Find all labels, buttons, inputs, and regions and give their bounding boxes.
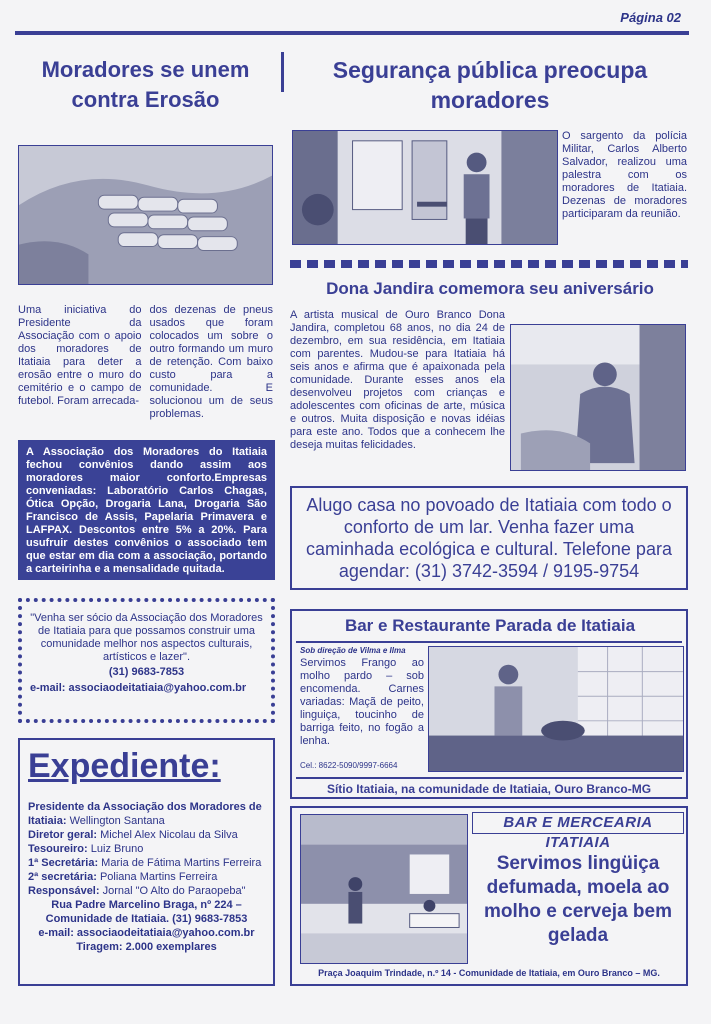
expediente-line [28,842,265,856]
restaurant-phone: Cel.: 8622-5090/9997-6664 [300,761,398,770]
expediente-value: Wellington Santana [66,815,165,827]
house-rent-ad: Alugo casa no povoado de Itatiaia com todo o conforto de um lar. Venha fazer uma caminhada ecológica e cultural. Telefone para agendar: (31) 3742-3594 / 9195-9754 [290,486,688,590]
agreements-box: A Associação dos Moradores do Itatiaia fechou convênios dando assim aos moradores maior conforto.Empresas conveniadas: Laboratório Carlos Chagas, Ótica Opção, Drogaria Lana, Drogaria São Francisco de Assis, Papelaria Primavera e LAFPAX. Descontos entre 5% a 20%. Para usufruir destes convênios o associado tem que estar em dia com a associação, portando a carteirinha e a mensalidade quitada. [18,440,275,580]
restaurant-text: Servimos Frango ao molho pardo – sob encomenda. Carnes variadas: Maçã de peito, linguiça, toucinho de barriga feito, no fogão a lenha. [300,657,424,747]
expediente-label: Tesoureiro: [28,843,88,855]
expediente-label: Responsável: [28,885,100,897]
jandira-article-title: Dona Jandira comemora seu aniversário [326,279,654,298]
page-number: Página 02 [620,10,681,25]
restaurant-title-rule [296,641,682,643]
dashed-separator [290,260,688,268]
expediente-label: 2ª secretária: [28,871,97,883]
jandira-photo [510,324,686,471]
grocery-text: Servimos lingüiça defumada, moela ao molho e cerveja bem gelada [484,853,672,946]
expediente-label: 1ª Secretária: [28,857,99,869]
restaurant-subtitle: Sob direção de Vilma e Ilma [300,646,406,655]
expediente-value: Luiz Bruno [87,843,144,855]
expediente-value: Jornal "O Alto do Paraopeba" [99,885,246,897]
security-photo [292,130,558,245]
security-article-title: Segurança pública preocupa moradores [332,57,648,113]
restaurant-photo [428,646,684,772]
expediente-circulation: Tiragem: 2.000 exemplares [76,941,217,953]
grocery-address: Praça Joaquim Trindade, n.º 14 - Comunidade de Itatiaia, em Ouro Branco – MG. [318,968,660,978]
membership-box [18,598,275,723]
expediente-value: Michel Alex Nicolau da Silva [97,829,238,841]
grocery-photo [300,814,468,964]
expediente-title: Expediente: [28,747,221,785]
expediente-box [18,738,275,986]
restaurant-title: Bar e Restaurante Parada de Itatiaia [344,616,636,635]
restaurant-ad [290,609,688,799]
expediente-line [28,884,265,898]
expediente-email: e-mail: associaodeitatiaia@yahoo.com.br [38,927,255,939]
expediente-address: Rua Padre Marcelino Braga, nº 224 – Comunidade de Itatiaia. (31) 9683-7853 [45,899,248,925]
membership-email: e-mail: associaodeitatiaia@yahoo.com.br [30,682,247,694]
expediente-value: Poliana Martins Ferreira [96,871,218,883]
security-text: O sargento da polícia Militar, Carlos Alberto Salvador, realizou uma palestra com os moradores de Itatiaia. Dezenas de moradores participaram da reunião. [562,130,687,220]
erosion-photo [18,145,273,285]
expediente-line [28,828,265,842]
expediente-label: Presidente da Associação dos Moradores de Itatiaia: [28,801,262,827]
expediente-line [28,856,265,870]
erosion-text-col1: Uma iniciativa do Presidente da Associação com o apoio dos moradores de Itatiaia para deter a erosão entre o muro do cemitério e o campo de futebol. Foram arrecada- [18,304,142,407]
expediente-value: Maria de Fátima Martins Ferreira [98,857,262,869]
grocery-ad [290,806,688,986]
column-divider [281,52,284,92]
expediente-line [28,870,265,884]
expediente-label: Diretor geral: [28,829,98,841]
header-rule [15,31,689,35]
erosion-text-col2: dos dezenas de pneus usados que foram colocados um sobre o outro formando um muro de retenção. Com baixo custo para a comunidade. E solucionou um de seus problemas. [149,304,273,420]
membership-quote: "Venha ser sócio da Associação dos Moradores de Itatiaia para que possamos construir uma comunidade melhor nos aspectos culturais, artísticos e lazer". [30,612,263,663]
jandira-text: A artista musical de Ouro Branco Dona Jandira, completou 68 anos, no dia 24 de dezembro, em sua residência, em Itatiaia com parentes. Mudou-se para Itatiaia há seis anos e afirma que é apaixonada pela comunidade. Durante esses anos ela desenvolveu projetos com crianças e adolescentes com oficinas de arte, música e outros. Muita disposição e novas idéias para este ano. Todos que a conhecem lhe deseja muitas felicidades. [290,309,505,451]
erosion-article-title: Moradores se unem contra Erosão [41,57,250,112]
membership-phone: (31) 9683-7853 [108,666,185,678]
expediente-line [28,800,265,828]
restaurant-address: Sítio Itatiaia, na comunidade de Itatiaia, Ouro Branco-MG [296,777,682,797]
grocery-title: BAR E MERCEARIA ITATIAIA [472,812,684,834]
